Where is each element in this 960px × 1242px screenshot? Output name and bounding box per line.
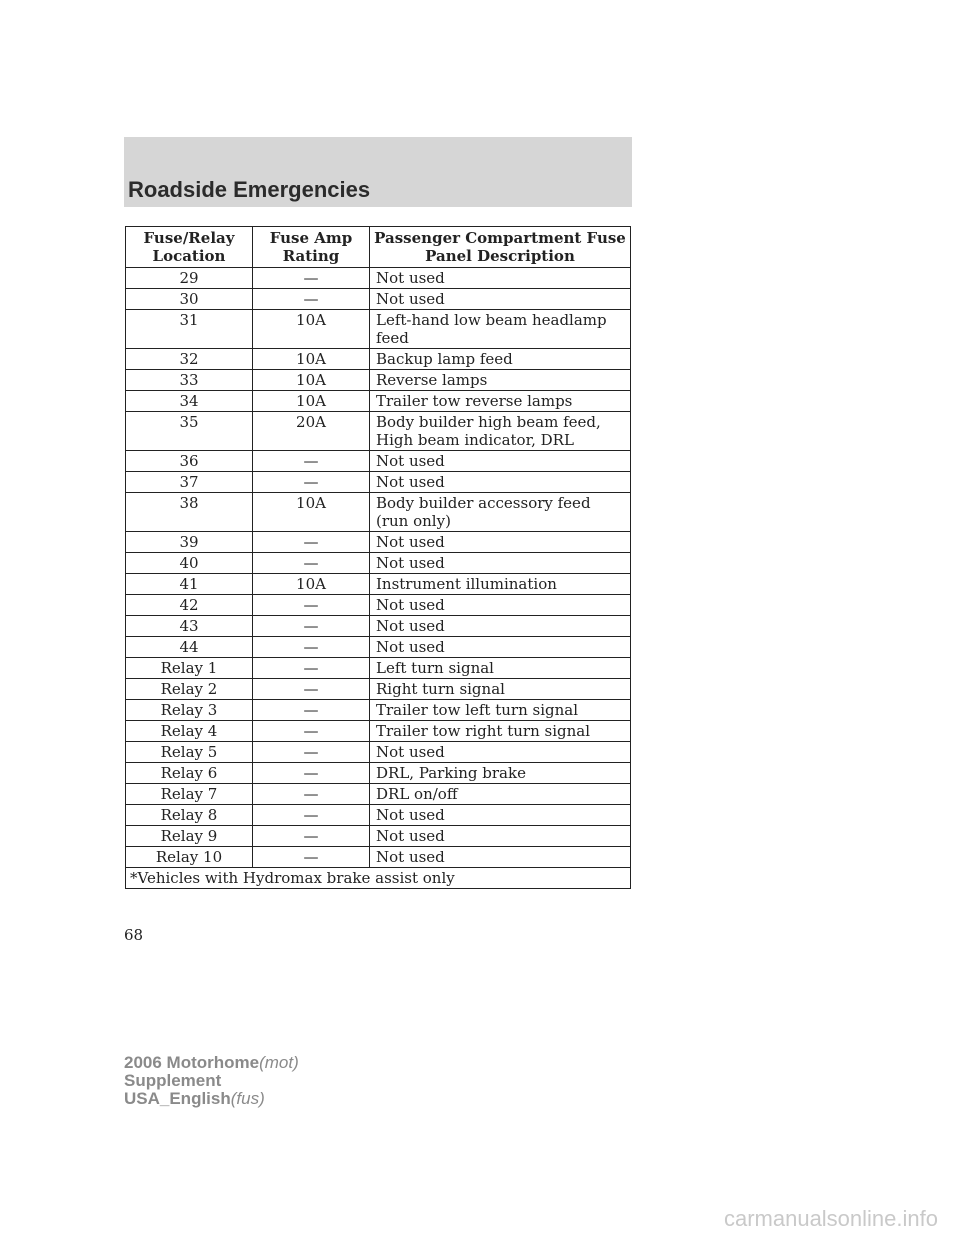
cell-description: Not used (370, 532, 631, 553)
cell-rating: — (253, 784, 370, 805)
table-row (126, 805, 631, 826)
cell-rating: — (253, 637, 370, 658)
cell-rating: — (253, 289, 370, 310)
cell-location: 31 (126, 310, 253, 349)
cell-description: Instrument illumination (370, 574, 631, 595)
cell-description: Not used (370, 553, 631, 574)
table-row (126, 532, 631, 553)
table-row (126, 451, 631, 472)
footer-line-2 (124, 1072, 299, 1090)
cell-location: 37 (126, 472, 253, 493)
cell-rating: — (253, 847, 370, 868)
cell-description: DRL, Parking brake (370, 763, 631, 784)
cell-location: 43 (126, 616, 253, 637)
table-row (126, 616, 631, 637)
table-row (126, 493, 631, 532)
cell-rating: — (253, 268, 370, 289)
footer-language-code: (fus) (230, 1089, 265, 1108)
table-row (126, 742, 631, 763)
cell-location: Relay 7 (126, 784, 253, 805)
footer-line-3 (124, 1090, 299, 1108)
table-row (126, 847, 631, 868)
cell-location: 36 (126, 451, 253, 472)
table-row (126, 370, 631, 391)
cell-location: 40 (126, 553, 253, 574)
table-footnote-row (126, 868, 631, 889)
cell-location: 32 (126, 349, 253, 370)
cell-description: Trailer tow reverse lamps (370, 391, 631, 412)
cell-description: Right turn signal (370, 679, 631, 700)
table-row (126, 310, 631, 349)
table-row (126, 268, 631, 289)
cell-location: Relay 9 (126, 826, 253, 847)
table-row (126, 472, 631, 493)
table-row (126, 349, 631, 370)
cell-description: Not used (370, 742, 631, 763)
cell-rating: — (253, 658, 370, 679)
column-header-description: Passenger Compartment Fuse Panel Description (370, 227, 631, 268)
page-number: 68 (124, 926, 144, 944)
cell-rating: — (253, 700, 370, 721)
column-header-rating: Fuse Amp Rating (253, 227, 370, 268)
cell-rating: 10A (253, 349, 370, 370)
cell-description: DRL on/off (370, 784, 631, 805)
cell-rating: — (253, 721, 370, 742)
table-body (126, 268, 631, 889)
cell-rating: 10A (253, 574, 370, 595)
table-row (126, 679, 631, 700)
cell-description: Left turn signal (370, 658, 631, 679)
cell-description: Body builder accessory feed (run only) (370, 493, 631, 532)
document-footer (124, 1054, 299, 1108)
cell-location: Relay 5 (126, 742, 253, 763)
cell-location: Relay 4 (126, 721, 253, 742)
cell-rating: 20A (253, 412, 370, 451)
table-row (126, 784, 631, 805)
section-header-band (124, 137, 632, 207)
cell-rating: — (253, 472, 370, 493)
cell-location: 42 (126, 595, 253, 616)
table-row (126, 412, 631, 451)
cell-location: 35 (126, 412, 253, 451)
cell-description: Trailer tow left turn signal (370, 700, 631, 721)
cell-description: Not used (370, 826, 631, 847)
section-title: Roadside Emergencies (128, 177, 371, 202)
cell-description: Not used (370, 451, 631, 472)
cell-description: Not used (370, 472, 631, 493)
table-footnote: *Vehicles with Hydromax brake assist only (126, 868, 631, 889)
cell-location: Relay 6 (126, 763, 253, 784)
cell-description: Left-hand low beam headlamp feed (370, 310, 631, 349)
cell-description: Not used (370, 805, 631, 826)
cell-rating: — (253, 826, 370, 847)
table-row (126, 574, 631, 595)
cell-rating: — (253, 742, 370, 763)
cell-location: 44 (126, 637, 253, 658)
footer-supplement: Supplement (124, 1071, 222, 1090)
cell-description: Body builder high beam feed, High beam indicator, DRL (370, 412, 631, 451)
cell-description: Not used (370, 637, 631, 658)
cell-description: Not used (370, 268, 631, 289)
table-row (126, 700, 631, 721)
cell-description: Reverse lamps (370, 370, 631, 391)
cell-rating: — (253, 595, 370, 616)
cell-rating: — (253, 805, 370, 826)
cell-description: Trailer tow right turn signal (370, 721, 631, 742)
cell-rating: 10A (253, 493, 370, 532)
table-row (126, 391, 631, 412)
fuse-table (125, 226, 631, 889)
cell-rating: — (253, 679, 370, 700)
cell-location: Relay 2 (126, 679, 253, 700)
footer-title-code: (mot) (259, 1053, 299, 1072)
cell-location: 30 (126, 289, 253, 310)
footer-language: USA_English (124, 1089, 231, 1108)
footer-line-1 (124, 1054, 299, 1072)
cell-description: Not used (370, 289, 631, 310)
table-row (126, 595, 631, 616)
cell-location: Relay 3 (126, 700, 253, 721)
cell-rating: 10A (253, 310, 370, 349)
cell-location: 38 (126, 493, 253, 532)
cell-description: Not used (370, 847, 631, 868)
cell-location: 33 (126, 370, 253, 391)
table-row (126, 637, 631, 658)
cell-rating: 10A (253, 370, 370, 391)
table-row (126, 658, 631, 679)
cell-rating: 10A (253, 391, 370, 412)
table-row (126, 289, 631, 310)
cell-description: Backup lamp feed (370, 349, 631, 370)
footer-title: 2006 Motorhome (124, 1053, 260, 1072)
cell-description: Not used (370, 595, 631, 616)
cell-location: 39 (126, 532, 253, 553)
cell-location: 41 (126, 574, 253, 595)
cell-location: 29 (126, 268, 253, 289)
table-row (126, 763, 631, 784)
table-header-row (126, 227, 631, 268)
cell-location: 34 (126, 391, 253, 412)
cell-rating: — (253, 451, 370, 472)
table-row (126, 721, 631, 742)
cell-description: Not used (370, 616, 631, 637)
cell-location: Relay 1 (126, 658, 253, 679)
cell-rating: — (253, 532, 370, 553)
cell-location: Relay 8 (126, 805, 253, 826)
column-header-location: Fuse/Relay Location (126, 227, 253, 268)
cell-location: Relay 10 (126, 847, 253, 868)
cell-rating: — (253, 763, 370, 784)
cell-rating: — (253, 616, 370, 637)
table-row (126, 553, 631, 574)
table-row (126, 826, 631, 847)
watermark: carmanualsonline.info (723, 1206, 938, 1231)
cell-rating: — (253, 553, 370, 574)
